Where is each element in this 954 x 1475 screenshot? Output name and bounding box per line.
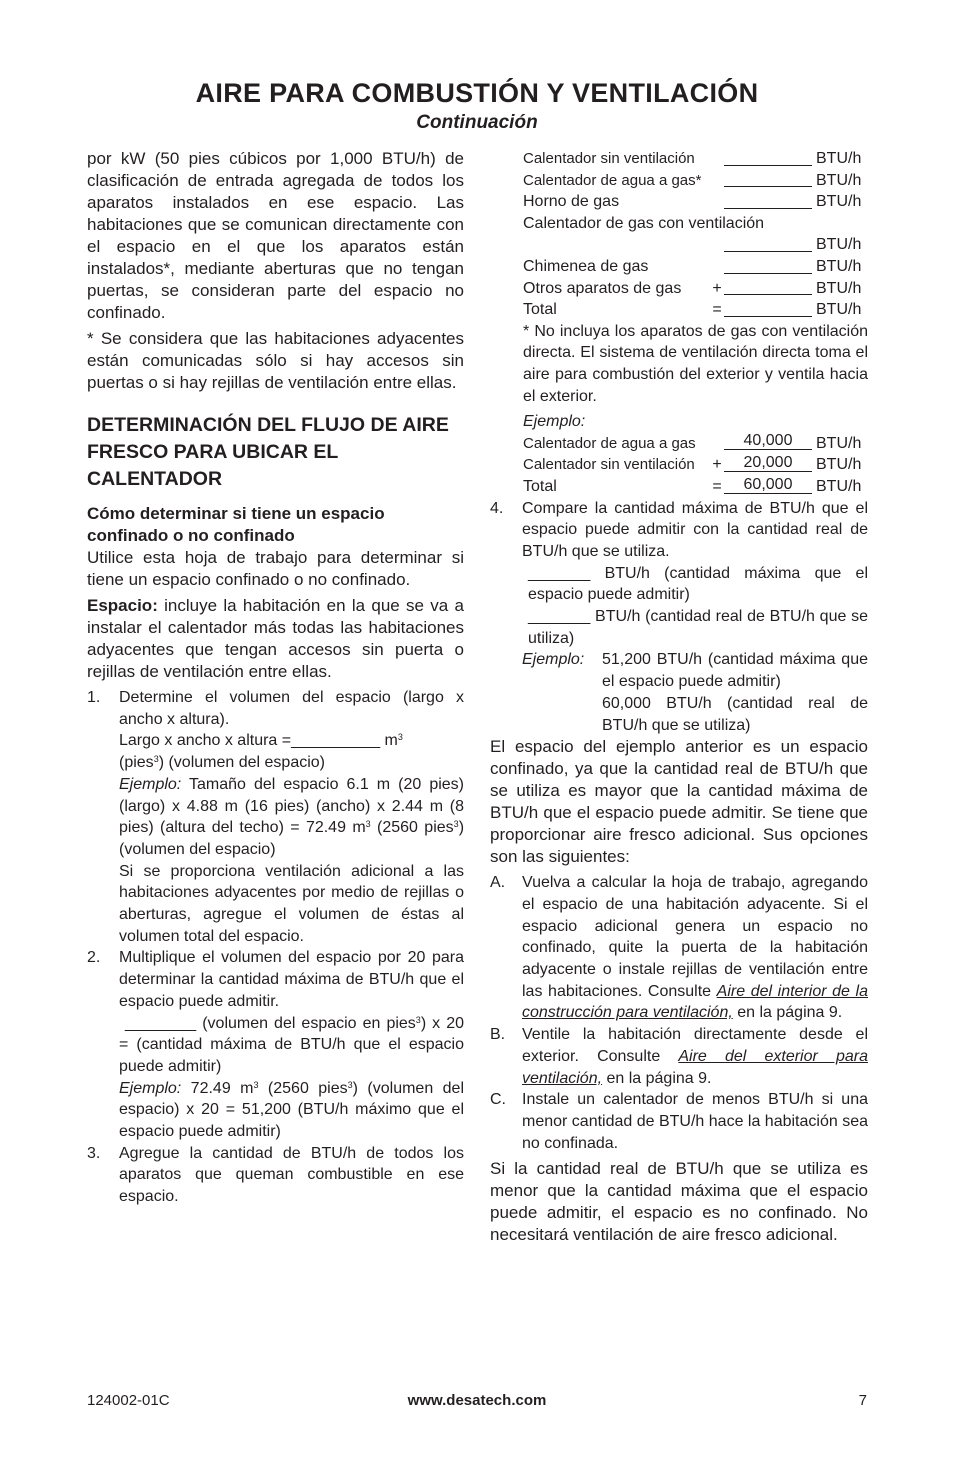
section-heading: DETERMINACIÓN DEL FLUJO DE AIRE FRESCO PARA UBICAR EL CALENTADOR xyxy=(87,414,449,490)
intro-paragraph: por kW (50 pies cúbicos por 1,000 BTU/h) de clasificación de entrada agregada de todos los aparatos instalados en ese espacio. Las habitaciones que se comunican directamente con el espacio en el que los aparatos están instalados*, mediante aberturas que no tengan puertas, se consideran parte del espacio no confinado. xyxy=(87,149,464,322)
value-blank xyxy=(724,149,812,166)
row-label: Chimenea de gas xyxy=(523,257,649,275)
step-text: Determine el volumen del espacio (largo x ancho x altura). xyxy=(119,689,464,728)
page-number: 7 xyxy=(858,1392,867,1409)
value-blank: 40,000 xyxy=(724,433,812,450)
website-link[interactable]: www.desatech.com xyxy=(407,1392,547,1409)
value-blank xyxy=(724,235,812,252)
value-blank xyxy=(724,170,812,187)
link-outdoor-air[interactable]: Aire del exterior para ventilación, xyxy=(522,1047,869,1087)
steps-list-continued xyxy=(490,498,868,737)
step-number: 3. xyxy=(87,1144,101,1162)
max-btu-line: _______ BTU/h (cantidad máxima que el espacio puede admitir) xyxy=(528,564,868,604)
row-unit: BTU/h xyxy=(816,456,862,474)
row-label: Horno de gas xyxy=(523,193,620,211)
worksheet-row xyxy=(523,454,868,476)
step-example: Ejemplo: 51,200 BTU/h (cantidad máxima que el espacio puede admitir) 60,000 BTU/h (cantidad real de BTU/h que se utiliza) xyxy=(522,651,868,734)
step-4 xyxy=(490,498,868,737)
row-label: Calentador sin ventilación xyxy=(523,150,695,167)
btu-formula: ________ (volumen del espacio en pies$^3$) x 20 = (cantidad máxima de BTU/h que el espacio puede admitir) xyxy=(119,1014,464,1075)
worksheet-intro: Utilice esta hoja de trabajo para determinar si tiene un espacio confinado o no confinado. xyxy=(87,548,464,589)
row-label: Calentador sin ventilación xyxy=(523,456,695,474)
worksheet-row xyxy=(523,476,868,498)
value-blank xyxy=(724,300,812,317)
worksheet-row: Calentador de gas con ventilación xyxy=(523,214,765,232)
steps-list xyxy=(87,687,464,1208)
option-a: A. Vuelva a calcular la hoja de trabajo, agregando el espacio de una habitación adyacente. Si el espacio adicional genera un espacio no confinado, quite la puerta de la habitación adyacente o instale rejillas de ventilación entre las habitaciones. Consulte Aire del interior de la construcción para ventilación, en la página 9. xyxy=(490,874,868,1022)
row-operator: = xyxy=(712,301,722,319)
volume-formula: Largo x ancho x altura =__________ $m^3$ (pies$^3$) (volumen del espacio) xyxy=(119,732,403,772)
value-blank xyxy=(724,278,812,295)
worksheet-row xyxy=(523,170,868,192)
row-unit: BTU/h xyxy=(816,279,862,297)
row-unit: BTU/h xyxy=(816,301,862,319)
footnote-paragraph: * Se considera que las habitaciones adyacentes están comunicadas sólo si hay accesos sin puertas o si hay rejillas de ventilación entre ellas. xyxy=(87,329,464,392)
example-label: Ejemplo: xyxy=(523,413,586,431)
final-paragraph: Si la cantidad real de BTU/h que se utiliza es menor que la cantidad máxima que el espacio puede admitir, el espacio es no confinado. No necesitará ventilación de aire fresco adicional. xyxy=(490,1159,868,1245)
row-unit: BTU/h xyxy=(816,434,862,452)
row-unit: BTU/h xyxy=(816,150,862,167)
row-label: Calentador de agua a gas xyxy=(523,434,696,452)
worksheet-row xyxy=(523,299,868,321)
step-example: Ejemplo: Tamaño del espacio 6.1 m (20 pies) (largo) x 4.88 m (16 pies) (ancho) x 2.44 m (8 pies) (altura del techo) = 72.49 $m^3$ (2560 pies$^3$) (volumen del espacio) xyxy=(119,775,465,858)
value-blank xyxy=(724,257,812,274)
step-1 xyxy=(87,687,464,947)
subsection-heading: Cómo determinar si tiene un espacio confinado o no confinado xyxy=(87,504,385,545)
page-subtitle: Continuación xyxy=(416,112,538,133)
step-number: 2. xyxy=(87,949,101,967)
worksheet-note: * No incluya los aparatos de gas con ventilación directa. El sistema de ventilación directa toma el aire para combustión del exterior y ventila hacia el exterior. xyxy=(523,322,868,405)
step-number: 1. xyxy=(87,689,101,706)
right-column xyxy=(490,148,868,1250)
step-number: 4. xyxy=(490,499,504,517)
worksheet xyxy=(523,148,868,321)
row-label: Calentador de agua a gas* xyxy=(523,171,702,189)
worksheet-row xyxy=(523,191,868,213)
step-3 xyxy=(87,1143,464,1208)
worksheet-row xyxy=(523,433,868,455)
option-c: C. Instale un calentador de menos BTU/h si una menor cantidad de BTU/h hace la habitación sea no confinada. xyxy=(490,1091,868,1152)
worksheet-row xyxy=(523,278,868,300)
space-text: incluye la habitación en la que se va a instalar el calentador más todas las habitaciones adyacentes que tengan accesos sin puerta o rejillas de ventilación entre ellas. xyxy=(87,596,464,681)
page-title: AIRE PARA COMBUSTIÓN Y VENTILACIÓN xyxy=(195,78,759,108)
space-definition xyxy=(87,595,464,683)
row-label: Otros aparatos de gas xyxy=(523,279,682,297)
step-note: Si se proporciona ventilación adicional a las habitaciones adyacentes por medio de rejillas o aberturas, agregue el volumen de éstas al volumen total del espacio. xyxy=(119,862,464,945)
actual-btu-line: _______ BTU/h (cantidad real de BTU/h que se utiliza) xyxy=(528,608,868,647)
value-blank xyxy=(724,192,812,209)
step-example: Ejemplo: 72.49 $m^3$ (2560 pies$^3$) (volumen del espacio) x 20 = 51,200 (BTU/h máximo que el espacio puede admitir) xyxy=(119,1079,464,1141)
row-unit: BTU/h xyxy=(816,171,862,189)
space-label: Espacio: xyxy=(87,596,158,615)
worksheet-row xyxy=(523,148,868,170)
document-code: 124002-01C xyxy=(87,1392,170,1409)
row-label: Total xyxy=(523,301,557,319)
step-text: Multiplique el volumen del espacio por 20 para determinar la cantidad máxima de BTU/h que el espacio puede admitir. xyxy=(119,949,464,1010)
left-column xyxy=(87,148,464,1208)
step-text: Agregue la cantidad de BTU/h de todos los aparatos que queman combustible en ese espacio. xyxy=(119,1144,464,1206)
step-2 xyxy=(87,947,464,1142)
confined-paragraph: El espacio del ejemplo anterior es un espacio confinado, ya que la cantidad real de BTU/h que se utiliza es mayor que la cantidad máxima de BTU/h que el espacio puede admitir. Se tiene que proporcionar aire fresco adicional. Sus opciones son las siguientes: xyxy=(490,737,868,867)
link-indoor-air[interactable]: Aire del interior de la construcción para ventilación, xyxy=(522,982,868,1022)
row-operator: + xyxy=(712,456,722,474)
step-text: Compare la cantidad máxima de BTU/h que el espacio puede admitir con la cantidad real de BTU/h que se utiliza. xyxy=(522,499,868,560)
worksheet-example xyxy=(523,411,868,497)
value-blank: 20,000 xyxy=(724,455,812,472)
value-blank: 60,000 xyxy=(724,477,812,494)
worksheet-row xyxy=(523,256,868,278)
row-unit: BTU/h xyxy=(816,257,862,275)
row-operator: + xyxy=(712,279,722,297)
option-b: B. Ventile la habitación directamente desde el exterior. Consulte Aire del exterior para ventilación, en la página 9. xyxy=(490,1026,869,1087)
row-label: Total xyxy=(523,477,557,495)
row-operator: = xyxy=(712,477,722,495)
worksheet-row: BTU/h xyxy=(523,234,868,256)
row-unit: BTU/h xyxy=(816,477,862,495)
options-list xyxy=(490,872,868,1154)
row-unit: BTU/h xyxy=(816,193,862,211)
